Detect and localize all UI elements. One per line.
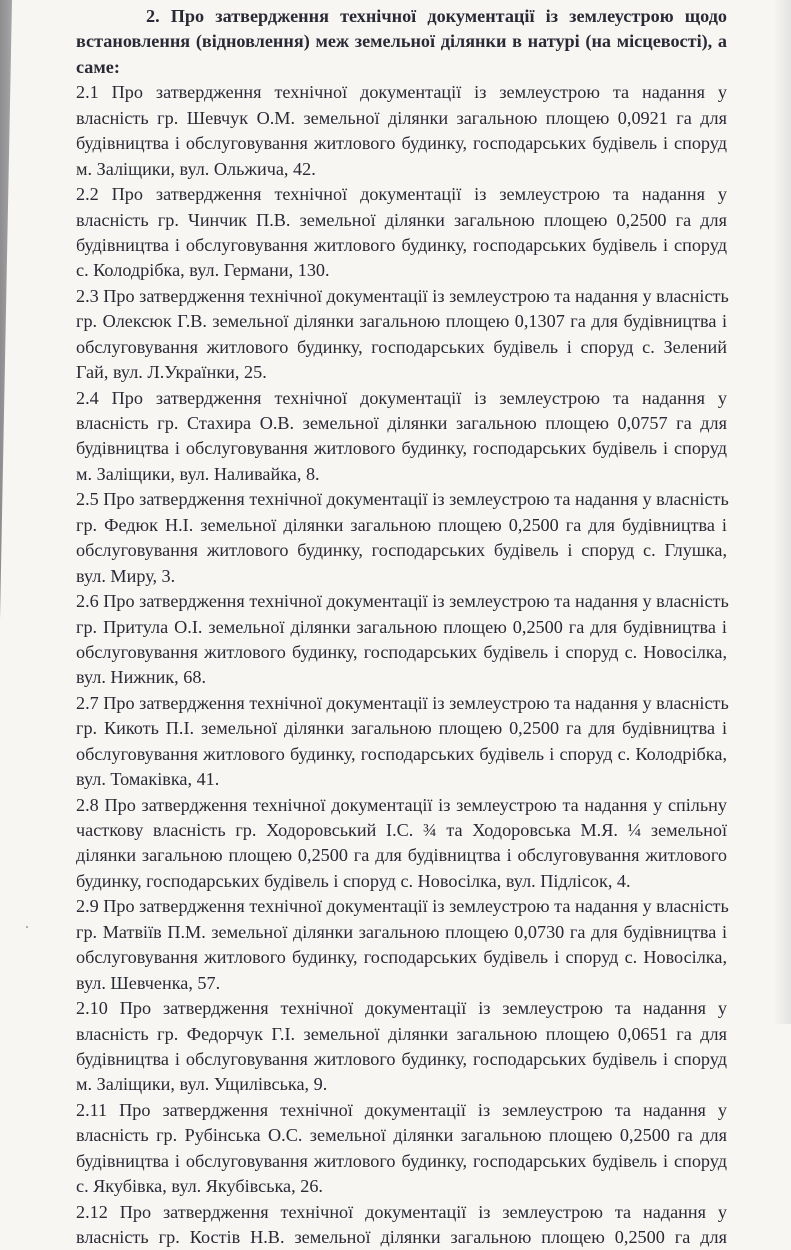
item-line: часткову власність гр. Ходоровський І.С. ¾ та Ходоровська М.Я. ¼ земельної (76, 820, 727, 840)
item-line: с. Колодрібка, вул. Германи, 130. (76, 260, 330, 281)
list-item (76, 589, 727, 691)
item-line: вул. Миру, 3. (76, 565, 176, 586)
item-line: гр. Федюк Н.І. земельної ділянки загальною площею 0,2500 га для будівництва і (76, 514, 727, 535)
item-line: м. Заліщики, вул. Наливайка, 8. (76, 463, 320, 484)
item-line: власність гр. Чинчик П.В. земельної ділянки загальною площею 0,2500 га для (76, 209, 727, 230)
item-line: обслуговування житлового будинку, господарських будівель і споруд с. Глушка, (76, 540, 727, 561)
item-line: власність гр. Федорчук Г.І. земельної ділянки загальною площею 0,0651 га для (76, 1023, 727, 1044)
item-line: 2.10 Про затвердження технічної документації із землеустрою та надання у (76, 998, 727, 1019)
item-line: вул. Шевченка, 57. (76, 972, 221, 993)
section-heading (76, 4, 727, 80)
item-line: м. Заліщики, вул. Ущилівська, 9. (76, 1074, 328, 1095)
item-line: 2.11 Про затвердження технічної документації із землеустрою та надання у (76, 1099, 727, 1120)
list-item (76, 894, 727, 996)
list-item (76, 1098, 727, 1200)
item-line: ділянки загальною площею 0,2500 га для будівництва і обслуговування житлового (76, 845, 727, 866)
list-item (76, 80, 727, 182)
scan-shadow-left (0, 0, 12, 620)
item-line: будинку, господарських будівель і споруд с. Новосілка, вул. Підлісок, 4. (76, 870, 631, 891)
heading-line: встановлення (відновлення) меж земельної ділянки в натурі (на місцевості), а (76, 31, 727, 52)
item-line: 2.12 Про затвердження технічної документації із землеустрою та надання у (76, 1201, 727, 1222)
list-item (76, 386, 727, 488)
item-line: вул. Нижник, 68. (76, 667, 206, 688)
list-item (76, 793, 727, 895)
item-line: Гай, вул. Л.Українки, 25. (76, 362, 267, 383)
item-line: 2.5 Про затвердження технічної документації із землеустрою та надання у власність (76, 489, 729, 510)
item-line: 2.1 Про затвердження технічної документації із землеустрою та надання у (76, 82, 727, 103)
item-line: 2.6 Про затвердження технічної документації із землеустрою та надання у власність (76, 591, 729, 612)
item-line: с. Якубівка, вул. Якубівська, 26. (76, 1176, 323, 1197)
item-line: обслуговування житлового будинку, господарських будівель і споруд с. Колодрібка, (76, 743, 727, 764)
item-line: власність гр. Стахира О.В. земельної ділянки загальною площею 0,0757 га для (76, 413, 727, 433)
heading-line: саме: (76, 56, 120, 77)
scan-speck (26, 926, 28, 928)
item-line: гр. Олексюк Г.В. земельної ділянки загальною площею 0,1307 га для будівництва і (76, 311, 727, 332)
list-item (76, 691, 727, 793)
item-line: 2.9 Про затвердження технічної документації із землеустрою та надання у власність (76, 896, 729, 917)
item-line: обслуговування житлового будинку, господарських будівель і споруд с. Новосілка, (76, 947, 727, 968)
item-line: 2.8 Про затвердження технічної документації із землеустрою та надання у спільну (76, 794, 727, 815)
item-line: м. Заліщики, вул. Ольжича, 42. (76, 158, 316, 179)
item-line: 2.7 Про затвердження технічної документації із землеустрою та надання у власність (76, 692, 729, 713)
scan-shadow-right (773, 0, 791, 1024)
item-line: власність гр. Рубінська О.С. земельної ділянки загальною площею 0,2500 га для (76, 1125, 727, 1146)
list-item (76, 996, 727, 1098)
item-line: будівництва і обслуговування житлового будинку, господарських будівель і споруд (76, 133, 727, 154)
heading-line: 2. Про затвердження технічної документації із землеустрою щодо (146, 6, 727, 26)
item-line: власність гр. Шевчук О.М. земельної ділянки загальною площею 0,0921 га для (76, 107, 727, 128)
item-line: будівництва і обслуговування житлового будинку, господарських будівель і споруд (76, 1048, 727, 1069)
item-line: 2.3 Про затвердження технічної документації із землеустрою та надання у власність (76, 285, 729, 306)
list-item (76, 487, 727, 589)
item-line: 2.2 Про затвердження технічної документації із землеустрою та надання у (76, 184, 727, 205)
item-line: гр. Матвіїв П.М. земельної ділянки загальною площею 0,0730 га для будівництва і (76, 921, 727, 942)
item-line: будівництва і обслуговування житлового будинку, господарських будівель і споруд (76, 438, 727, 459)
item-line: власність гр. Костів Н.В. земельної ділянки загальною площею 0,2500 га для (76, 1227, 727, 1247)
item-line: 2.4 Про затвердження технічної документації із землеустрою та надання у (76, 387, 727, 408)
document-page (76, 4, 727, 1250)
item-line: гр. Притула О.І. земельної ділянки загальною площею 0,2500 га для будівництва і (76, 616, 727, 637)
item-line: будівництва і обслуговування житлового будинку, господарських будівель і споруд (76, 234, 727, 255)
list-item (76, 284, 727, 386)
item-line: вул. Томаківка, 41. (76, 769, 220, 790)
item-line: обслуговування житлового будинку, господарських будівель і споруд с. Зелений (76, 336, 727, 357)
item-list (76, 80, 727, 1250)
list-item (76, 1200, 727, 1250)
list-item (76, 182, 727, 284)
item-line: обслуговування житлового будинку, господарських будівель і споруд с. Новосілка, (76, 641, 727, 662)
item-line: будівництва і обслуговування житлового будинку, господарських будівель і споруд (76, 1150, 727, 1171)
item-line: гр. Кикоть П.І. земельної ділянки загальною площею 0,2500 га для будівництва і (76, 718, 727, 739)
